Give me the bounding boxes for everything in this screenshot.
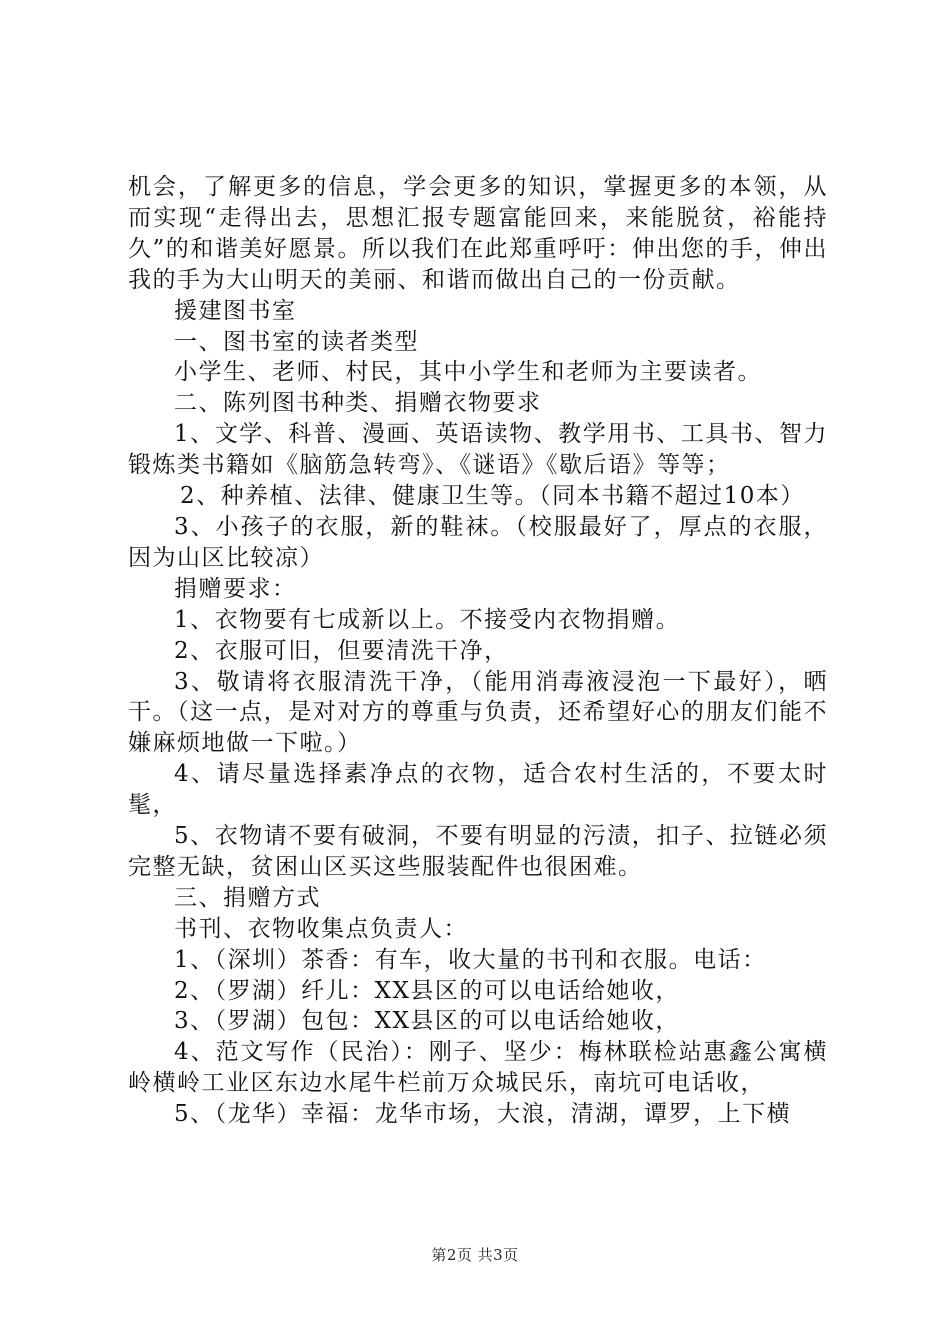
- heading-library: 援建图书室: [174, 297, 297, 324]
- list-item-clothing-1: 1、衣物要有七成新以上。不接受内衣物捐赠。: [174, 606, 681, 633]
- list-item-contact-4: 4、范文写作（民治）：刚子、坚少：梅林联检站惠鑫公寓横岭横岭工业区东边水尾牛栏前万众城民乐，南坑可电话收，: [128, 1039, 828, 1097]
- list-item-contact-1: 1、（深圳）茶香：有车，收大量的书刊和衣服。电话：: [174, 946, 767, 973]
- document-body: [128, 172, 828, 1130]
- list-item-contact-5: 5、（龙华）幸福：龙华市场，大浪，清湖，谭罗，上下横: [174, 1101, 792, 1128]
- page-number-label: 第2页 共3页: [431, 1246, 519, 1264]
- subheading-donation-requirements: 捐赠要求：: [174, 575, 297, 602]
- paragraph-intro: 机会，了解更多的信息，学会更多的知识，掌握更多的本领，从而实现“走得出去，思想汇报专题富能回来，来能脱贫，裕能持久”的和谐美好愿景。所以我们在此郑重呼吁：伸出您的手，伸出我的手为大山明天的美丽、和谐而做出自己的一份贡献。: [128, 174, 828, 293]
- list-item-clothing-5: 5、衣物请不要有破洞，不要有明显的污渍，扣子、拉链必须完整无缺，贫困山区买这些服装配件也很困难。: [128, 823, 828, 880]
- paragraph-readers: 小学生、老师、村民，其中小学生和老师为主要读者。: [174, 359, 762, 386]
- section-heading-books: 二、陈列图书种类、捐赠衣物要求: [174, 390, 542, 417]
- subheading-collection-points: 书刊、衣物收集点负责人：: [174, 915, 468, 942]
- list-item-clothing-4: 4、请尽量选择素净点的衣物，适合农村生活的，不要太时髦，: [128, 761, 828, 819]
- list-item-books-2: 2、种养植、法律、健康卫生等。（同本书籍不超过10本）: [180, 483, 805, 510]
- list-item-books-3: 3、小孩子的衣服，新的鞋袜。（校服最好了，厚点的衣服，因为山区比较凉）: [128, 513, 828, 571]
- section-heading-readers: 一、图书室的读者类型: [174, 328, 419, 355]
- list-item-contact-2: 2、（罗湖）纤儿：XX县区的可以电话给她收，: [174, 977, 680, 1004]
- list-item-books-1: 1、文学、科普、漫画、英语读物、教学用书、工具书、智力锻炼类书籍如《脑筋急转弯》、《谜语》《歇后语》等等；: [128, 421, 828, 479]
- list-item-contact-3: 3、（罗湖）包包：XX县区的可以电话给她收，: [174, 1008, 680, 1035]
- section-heading-methods: 三、捐赠方式: [174, 884, 321, 911]
- page-footer: [0, 1244, 950, 1265]
- list-item-clothing-2: 2、衣服可旧，但要清洗干净，: [174, 637, 509, 664]
- list-item-clothing-3: 3、敬请将衣服清洗干净，（能用消毒液浸泡一下最好），晒干。（这一点，是对对方的尊重与负责，还希望好心的朋友们能不嫌麻烦地做一下啦。）: [128, 668, 828, 757]
